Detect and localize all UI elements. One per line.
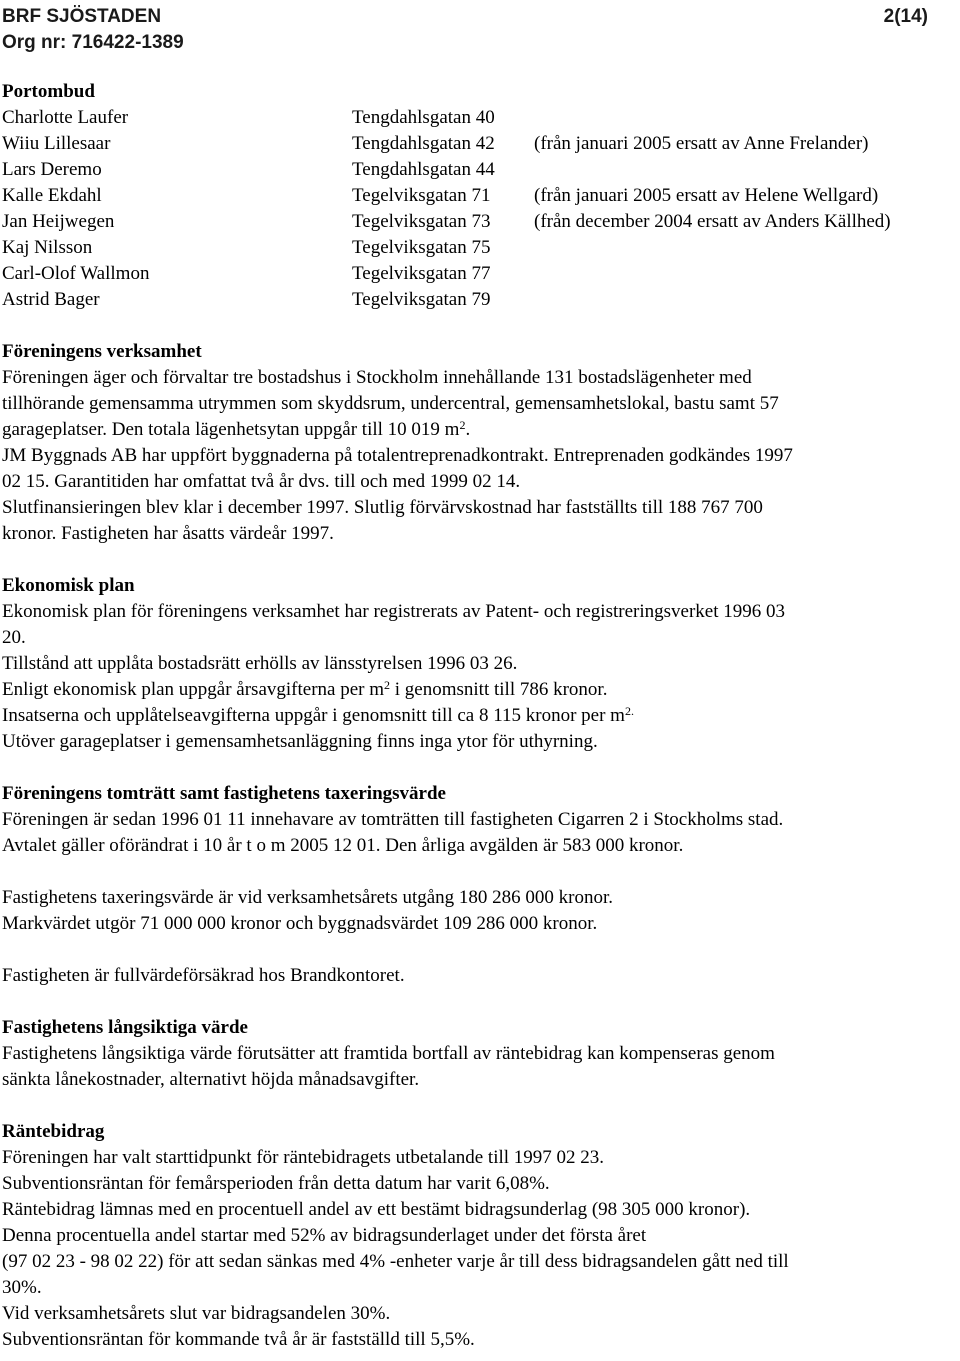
section-ekonomisk-plan: [2, 573, 958, 755]
paragraph-line: Fastigheten är fullvärdeförsäkrad hos Brandkontoret.: [2, 965, 405, 986]
portombud-address: Tengdahlsgatan 44: [352, 159, 495, 180]
section-portombud: [2, 79, 958, 313]
list-item: [2, 209, 958, 235]
portombud-address: Tengdahlsgatan 40: [352, 107, 495, 128]
paragraph-line: Räntebidrag lämnas med en procentuell andel av ett bestämt bidragsunderlag (98 305 000 kronor).: [2, 1199, 751, 1220]
portombud-note: [534, 157, 958, 183]
paragraph-line: sänkta lånekostnader, alternativt höjda månadsavgifter.: [2, 1069, 420, 1090]
portombud-address: Tegelviksgatan 75: [352, 237, 491, 258]
section-title-tomtratt: Föreningens tomträtt samt fastighetens taxeringsvärde: [2, 783, 446, 804]
section-title-ekonomisk-plan: Ekonomisk plan: [2, 575, 135, 596]
insats-text: Insatserna och upplåtelseavgifterna uppgår i genomsnitt till ca 8 115 kronor per m: [2, 705, 625, 726]
paragraph-line: (97 02 23 - 98 02 22) för att sedan sänkas med 4% -enheter varje år till dess bidragsandelen gått ned till: [2, 1251, 789, 1272]
period: .: [465, 419, 471, 440]
spacer: [2, 313, 958, 339]
superscript: 2.: [624, 704, 634, 718]
list-item: [2, 261, 958, 287]
fee-text: Enligt ekonomisk plan uppgår årsavgifterna per m: [2, 679, 385, 700]
portombud-note: [534, 105, 958, 131]
section-rantebidrag: [2, 1119, 958, 1353]
paragraph-line: Subventionsräntan för kommande två år är fastställd till 5,5%.: [2, 1329, 475, 1350]
list-item: [2, 235, 958, 261]
section-verksamhet: [2, 339, 958, 547]
org-name: BRF SJÖSTADEN: [2, 6, 162, 27]
paragraph-line: JM Byggnads AB har uppfört byggnaderna på totalentreprenadkontrakt. Entreprenaden godkändes 1997: [2, 445, 793, 466]
paragraph-line: Utöver garageplatser i gemensamhetsanläggning finns inga ytor för uthyrning.: [2, 731, 598, 752]
portombud-note: [534, 235, 958, 261]
page-header: [2, 4, 928, 56]
spacer: [2, 755, 958, 781]
paragraph-line: Ekonomisk plan för föreningens verksamhet har registrerats av Patent- och registreringsverket 1996 03: [2, 601, 785, 622]
portombud-note: [534, 261, 958, 287]
area-text: garageplatser. Den totala lägenhetsytan uppgår till 10 019 m: [2, 419, 460, 440]
paragraph-line: Föreningen äger och förvaltar tre bostadshus i Stockholm innehållande 131 bostadslägenheter med: [2, 367, 752, 388]
paragraph-line: Föreningen är sedan 1996 01 11 innehavare av tomträtten till fastigheten Cigarren 2 i Stockholms stad.: [2, 809, 784, 830]
paragraph-line: tillhörande gemensamma utrymmen som skyddsrum, undercentral, gemensamhetslokal, bastu samt 57: [2, 393, 779, 414]
portombud-note: [534, 287, 958, 313]
paragraph-line: kronor. Fastigheten har åsatts värdeår 1997.: [2, 523, 334, 544]
section-title-portombud: Portombud: [2, 81, 95, 102]
paragraph-line: [2, 703, 958, 729]
portombud-note: (från december 2004 ersatt av Anders Källhed): [534, 211, 891, 232]
paragraph-line: 20.: [2, 627, 26, 648]
page-number: 2(14): [883, 6, 928, 27]
paragraph-line: Slutfinansieringen blev klar i december 1997. Slutlig förvärvskostnad har fastställts till 188 767 700: [2, 497, 763, 518]
portombud-note: (från januari 2005 ersatt av Helene Wellgard): [534, 185, 879, 206]
list-item: [2, 131, 958, 157]
portombud-address: Tegelviksgatan 71: [352, 185, 491, 206]
portombud-address: Tegelviksgatan 77: [352, 263, 491, 284]
section-title-verksamhet: Föreningens verksamhet: [2, 341, 202, 362]
list-item: [2, 183, 958, 209]
portombud-name: Astrid Bager: [2, 289, 100, 310]
paragraph-line: [2, 677, 958, 703]
paragraph-line: Fastighetens långsiktiga värde förutsätter att framtida bortfall av räntebidrag kan kompenseras genom: [2, 1043, 775, 1064]
section-title-langsiktiga: Fastighetens långsiktiga värde: [2, 1017, 248, 1038]
spacer: [2, 547, 958, 573]
paragraph-line: Avtalet gäller oförändrat i 10 år t o m 2005 12 01. Den årliga avgälden är 583 000 kronor.: [2, 835, 684, 856]
paragraph-line: 30%.: [2, 1277, 42, 1298]
portombud-name: Wiiu Lillesaar: [2, 133, 111, 154]
portombud-name: Lars Deremo: [2, 159, 102, 180]
portombud-address: Tegelviksgatan 73: [352, 211, 491, 232]
spacer: [2, 937, 958, 963]
paragraph-line: Subventionsräntan för femårsperioden från detta datum har varit 6,08%.: [2, 1173, 550, 1194]
portombud-name: Kalle Ekdahl: [2, 185, 102, 206]
portombud-address: Tegelviksgatan 79: [352, 289, 491, 310]
spacer: [2, 989, 958, 1015]
paragraph-line: Denna procentuella andel startar med 52% av bidragsunderlaget under det första året: [2, 1225, 647, 1246]
section-langsiktiga: [2, 1015, 958, 1093]
portombud-note: (från januari 2005 ersatt av Anne Frelander): [534, 133, 869, 154]
section-tomtratt: [2, 781, 958, 989]
paragraph-line: Fastighetens taxeringsvärde är vid verksamhetsårets utgång 180 286 000 kronor.: [2, 887, 614, 908]
spacer: [2, 1093, 958, 1119]
portombud-address: Tengdahlsgatan 42: [352, 133, 495, 154]
document-body: [2, 79, 958, 1353]
portombud-list: [2, 105, 958, 313]
list-item: [2, 287, 958, 313]
org-number: Org nr: 716422-1389: [2, 32, 184, 53]
portombud-name: Charlotte Laufer: [2, 107, 129, 128]
paragraph-line: 02 15. Garantitiden har omfattat två år dvs. till och med 1999 02 14.: [2, 471, 521, 492]
list-item: [2, 157, 958, 183]
spacer: [2, 859, 958, 885]
portombud-name: Jan Heijwegen: [2, 211, 115, 232]
paragraph-line: Markvärdet utgör 71 000 000 kronor och byggnadsvärdet 109 286 000 kronor.: [2, 913, 598, 934]
portombud-name: Carl-Olof Wallmon: [2, 263, 150, 284]
portombud-name: Kaj Nilsson: [2, 237, 93, 258]
paragraph-line: Vid verksamhetsårets slut var bidragsandelen 30%.: [2, 1303, 391, 1324]
section-title-rantebidrag: Räntebidrag: [2, 1121, 105, 1142]
paragraph-line: [2, 417, 958, 443]
paragraph-line: Föreningen har valt starttidpunkt för räntebidragets utbetalande till 1997 02 23.: [2, 1147, 605, 1168]
paragraph-line: Tillstånd att upplåta bostadsrätt erhölls av länsstyrelsen 1996 03 26.: [2, 653, 518, 674]
fee-tail: i genomsnitt till 786 kronor.: [390, 679, 608, 700]
list-item: [2, 105, 958, 131]
superscript: 2: [384, 678, 391, 692]
superscript: 2: [459, 418, 466, 432]
